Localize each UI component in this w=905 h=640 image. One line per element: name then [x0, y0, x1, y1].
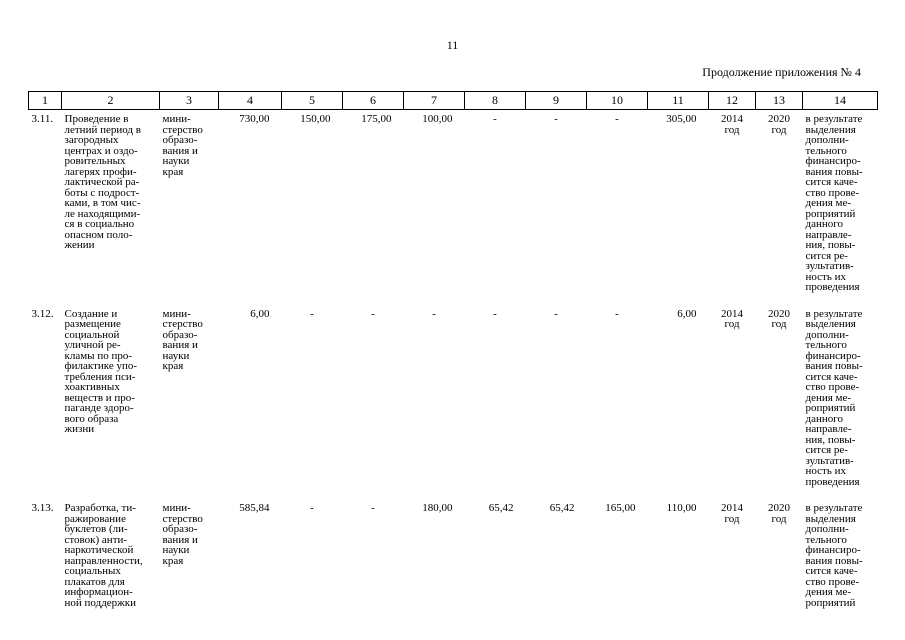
activity-description-line: филактике упо-: [64, 360, 138, 372]
amount-c10: -: [615, 113, 619, 125]
table-row: [29, 110, 878, 305]
end-year-line: год: [771, 123, 787, 136]
start-year: [709, 305, 756, 500]
expected-result-line: зультатив-: [805, 454, 854, 467]
amount-c7: 100,00: [422, 113, 453, 125]
table-body: [29, 110, 878, 621]
executor-line: науки: [162, 349, 190, 362]
end-year: [756, 499, 803, 620]
expected-result-line: сится ре-: [805, 249, 848, 262]
column-header: 14: [803, 92, 878, 110]
amount-c10: 165,00: [605, 502, 636, 514]
activity-description-line: ровительных: [64, 155, 126, 167]
activity-description-line: стовок) анти-: [64, 533, 128, 546]
expected-result: [803, 499, 878, 620]
expected-result-line: ство прове-: [805, 381, 860, 393]
expected-result-line: сится ре-: [805, 444, 848, 456]
column-header: 10: [587, 92, 648, 110]
column-header: 6: [343, 92, 404, 110]
activity-description-line: социальной: [64, 328, 120, 341]
expected-result: [803, 305, 878, 500]
activity-description-line: информацион-: [64, 586, 133, 598]
expected-result-line: финансиро-: [805, 155, 861, 167]
column-header: 12: [709, 92, 756, 110]
activity-description-line: социальных: [64, 565, 121, 577]
end-year: [756, 110, 803, 305]
amount-c10: -: [615, 307, 619, 320]
activity-description-line: вого образа: [64, 412, 119, 425]
activity-description-line: Создание и: [64, 307, 118, 320]
activity-description-line: Разработка, ти-: [64, 502, 136, 514]
expected-result-line: финансиро-: [805, 544, 861, 556]
start-year-line: 2014: [721, 113, 743, 125]
executor-line: мини-: [162, 307, 191, 320]
page-number: 11: [446, 38, 459, 52]
executor-line: образо-: [162, 523, 198, 535]
expected-result-line: роприятий: [805, 207, 856, 220]
activity-description: [62, 499, 160, 620]
amount-c11: 110,00: [666, 502, 697, 514]
amount-c11: 6,00: [677, 307, 697, 320]
expected-result-line: проведения: [805, 475, 860, 488]
expected-result-line: направле-: [805, 228, 852, 241]
activity-description-line: ле находящими-: [64, 207, 141, 220]
expected-result: [803, 110, 878, 305]
column-header: 2: [62, 92, 160, 110]
activity-description-line: боты с подрост-: [64, 186, 140, 199]
start-year-line: год: [724, 123, 740, 136]
amount-c8: 65,42: [488, 502, 514, 514]
executor-line: стерство: [162, 123, 203, 136]
expected-result-line: выделения: [805, 512, 856, 525]
expected-result-line: сится каче-: [805, 565, 858, 577]
executor-line: мини-: [162, 502, 191, 514]
column-header: 4: [219, 92, 282, 110]
continuation-label: Продолжение приложения № 4: [702, 65, 861, 79]
start-year-line: год: [724, 318, 740, 330]
expected-result-line: вания повы-: [805, 360, 863, 372]
activity-description-line: хоактивных: [64, 381, 120, 393]
expected-result-line: ство прове-: [805, 186, 860, 199]
activity-description: [62, 110, 160, 305]
activity-description-line: ной поддержки: [64, 596, 136, 609]
amount-c9: 65,42: [549, 502, 575, 514]
expected-result-line: выделения: [805, 123, 856, 136]
expected-result-line: данного: [805, 412, 843, 425]
amount-c5: 150,00: [300, 113, 331, 125]
amount-c6: -: [371, 307, 375, 320]
expected-result-line: сится каче-: [805, 176, 858, 188]
activity-description-line: лагерях профи-: [64, 165, 137, 178]
column-header: 13: [756, 92, 803, 110]
activity-description-line: паганде здоро-: [64, 402, 134, 414]
executor-line: вания и: [162, 533, 198, 546]
activity-description-line: опасном поло-: [64, 228, 133, 241]
amount-c8: -: [493, 307, 497, 320]
executor: [160, 305, 219, 500]
executor-line: вания и: [162, 144, 198, 157]
executor-line: образо-: [162, 134, 198, 146]
expected-result-line: данного: [805, 218, 843, 230]
executor: [160, 499, 219, 620]
activity-description-line: Проведение в: [64, 113, 129, 125]
executor-line: мини-: [162, 113, 191, 125]
activity-description-line: ками, в том чис-: [64, 197, 141, 209]
executor-line: края: [162, 360, 184, 372]
start-year-line: 2014: [721, 502, 743, 514]
amount-c4: 730,00: [239, 113, 270, 125]
expected-result-line: роприятий: [805, 596, 856, 609]
expected-result-line: дения ме-: [805, 586, 852, 598]
program-table: [28, 91, 878, 620]
activity-description-line: наркотической: [64, 544, 134, 556]
expected-result-line: вания повы-: [805, 165, 863, 178]
activity-description-line: ся в социально: [64, 218, 135, 230]
column-header: 5: [282, 92, 343, 110]
amount-c6: 175,00: [361, 113, 392, 125]
activity-description-line: ражирование: [64, 512, 126, 525]
amount-c7: 180,00: [422, 502, 453, 514]
amount-c9: -: [554, 307, 558, 320]
expected-result-line: ство прове-: [805, 575, 860, 588]
expected-result-line: тельного: [805, 339, 847, 351]
amount-c5: -: [310, 502, 314, 514]
activity-description-line: лактической ра-: [64, 176, 140, 188]
activity-description-line: летний период в: [64, 123, 141, 136]
amount-c4: 6,00: [250, 307, 270, 320]
executor-line: науки: [162, 155, 190, 167]
executor-line: края: [162, 554, 184, 567]
end-year: [756, 305, 803, 500]
expected-result-line: тельного: [805, 144, 847, 157]
expected-result-line: вания повы-: [805, 554, 863, 567]
activity-description-line: требления пси-: [64, 370, 136, 383]
start-year-line: 2014: [721, 307, 743, 320]
end-year-line: год: [771, 318, 787, 330]
activity-description-line: кламы по про-: [64, 349, 133, 362]
column-header: 7: [404, 92, 465, 110]
activity-description-line: веществ и про-: [64, 391, 135, 404]
activity-description-line: жизни: [64, 423, 95, 435]
expected-result-line: в результате: [805, 502, 863, 514]
table-row: [29, 499, 878, 620]
activity-description-line: уличной ре-: [64, 339, 121, 351]
end-year-line: 2020: [768, 502, 790, 514]
expected-result-line: ность их: [805, 270, 847, 283]
column-header: 9: [526, 92, 587, 110]
activity-description-line: жении: [64, 239, 95, 251]
amount-c11: 305,00: [666, 113, 697, 125]
expected-result-line: дения ме-: [805, 391, 852, 404]
expected-result-line: ния, повы-: [805, 433, 856, 446]
row-number: 3.12.: [31, 307, 54, 320]
executor-line: стерство: [162, 512, 203, 525]
activity-description: [62, 305, 160, 500]
expected-result-line: дополни-: [805, 134, 849, 146]
column-header: 8: [465, 92, 526, 110]
activity-description-line: загородных: [64, 134, 119, 146]
end-year-line: 2020: [768, 307, 790, 320]
executor-line: образо-: [162, 328, 198, 341]
expected-result-line: выделения: [805, 318, 856, 330]
start-year: [709, 499, 756, 620]
expected-result-line: дополни-: [805, 523, 849, 535]
executor-line: стерство: [162, 318, 203, 330]
expected-result-line: проведения: [805, 281, 860, 293]
expected-result-line: дополни-: [805, 328, 849, 341]
activity-description-line: направленности,: [64, 554, 143, 567]
header-row: [29, 92, 878, 110]
activity-description-line: центрах и оздо-: [64, 144, 138, 157]
row-number: 3.13.: [31, 502, 54, 514]
expected-result-line: ность их: [805, 465, 847, 477]
column-header: 3: [160, 92, 219, 110]
expected-result-line: финансиро-: [805, 349, 861, 362]
expected-result-line: зультатив-: [805, 260, 854, 272]
column-header: 11: [648, 92, 709, 110]
activity-description-line: размещение: [64, 318, 121, 330]
column-header: 1: [29, 92, 62, 110]
end-year-line: 2020: [768, 113, 790, 125]
table-row: [29, 305, 878, 500]
amount-c4: 585,84: [239, 502, 270, 514]
executor: [160, 110, 219, 305]
expected-result-line: тельного: [805, 533, 847, 546]
executor-line: науки: [162, 544, 190, 556]
executor-line: края: [162, 165, 184, 178]
row-number: 3.11.: [31, 113, 54, 125]
activity-description-line: плакатов для: [64, 575, 125, 588]
activity-description-line: буклетов (ли-: [64, 523, 128, 535]
expected-result-line: дения ме-: [805, 197, 852, 209]
amount-c6: -: [371, 502, 375, 514]
amount-c5: -: [310, 307, 314, 320]
amount-c9: -: [554, 113, 558, 125]
expected-result-line: роприятий: [805, 402, 856, 414]
amount-c7: -: [432, 307, 436, 320]
expected-result-line: ния, повы-: [805, 239, 856, 251]
end-year-line: год: [771, 512, 787, 525]
expected-result-line: направле-: [805, 423, 852, 435]
expected-result-line: в результате: [805, 113, 863, 125]
executor-line: вания и: [162, 339, 198, 351]
start-year: [709, 110, 756, 305]
amount-c8: -: [493, 113, 497, 125]
expected-result-line: сится каче-: [805, 370, 858, 383]
expected-result-line: в результате: [805, 307, 863, 320]
start-year-line: год: [724, 512, 740, 525]
